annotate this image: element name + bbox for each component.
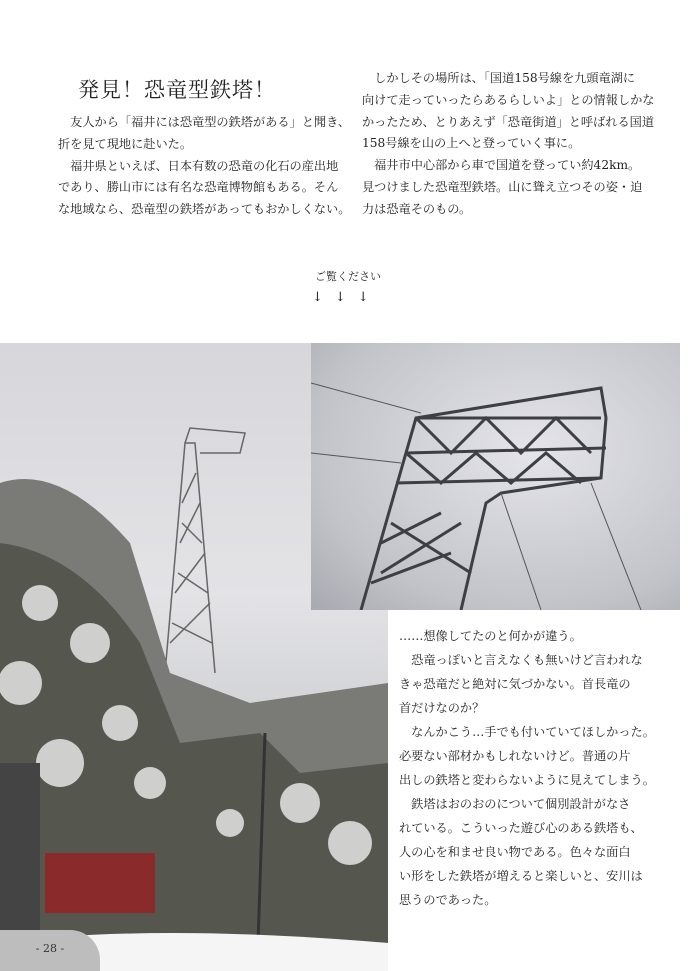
text-line: 福井市中心部から車で国道を登ってい約42km。 (362, 158, 641, 173)
text-line: しかしその場所は、「国道158号線を九頭竜湖に (362, 71, 636, 85)
see-below-note: ご覧ください (315, 270, 381, 283)
text-line: 友人から「福井には恐竜型の鉄塔がある」と聞き、 (58, 115, 351, 129)
text-line: な地域なら、恐竜型の鉄塔があってもおかしくない。 (58, 202, 351, 217)
text-line: かったため、とりあえず「恐竜街道」と呼ばれる国道 (362, 114, 655, 129)
text-line: 恐竜っぽいと言えなくも無いけど言われな (399, 653, 643, 667)
text-line: 折を見て現地に赴いた。 (58, 136, 193, 151)
right-column-text (362, 68, 655, 221)
text-line: 158号線を山の上へと登っていく事に。 (362, 136, 581, 151)
text-line: 見つけました恐竜型鉄塔。山に聳え立つその姿・迫 (362, 179, 643, 194)
text-line: れている。こういった遊び心のある鉄塔も、 (399, 821, 643, 835)
text-line: 首だけなのか？ (399, 701, 485, 715)
down-arrows: ↓↓↓ (312, 290, 381, 305)
text-line: 向けて走っていったらあるらしいよ」との情報しかな (362, 92, 655, 107)
text-line: 思うのであった。 (399, 893, 497, 907)
text-line: きゃ恐竜だと絶対に気づかない。首長竜の (399, 677, 631, 691)
page-number: - 28 - (0, 930, 100, 971)
left-column-text (58, 112, 350, 221)
text-line: 鉄塔はおのおのについて個別設計がなさ (399, 797, 631, 811)
text-line: 力は恐竜そのもの。 (362, 201, 472, 216)
text-line: ……想像してたのと何かが違う。 (399, 629, 582, 643)
text-line: 福井県といえば、日本有数の恐竜の化石の産出地 (58, 158, 339, 173)
tower-closeup-photo (311, 343, 680, 610)
text-line: い形をした鉄塔が増えると楽しいと、安川は (399, 869, 643, 883)
lower-right-text (399, 624, 655, 912)
text-line: 出しの鉄塔と変わらないように見えてしまう。 (399, 773, 655, 787)
text-line: 人の心を和ませ良い物である。色々な面白 (399, 845, 631, 859)
tower-closeup-illustration (311, 343, 680, 610)
text-line: 必要ない部材かもしれないけど。普通の片 (399, 749, 631, 763)
text-line: であり、勝山市には有名な恐竜博物館もある。そん (58, 180, 339, 195)
text-line: なんかこう…手でも付いていてほしかった。 (399, 725, 655, 739)
article-title: 発見！恐竜型鉄塔！ (78, 78, 276, 102)
